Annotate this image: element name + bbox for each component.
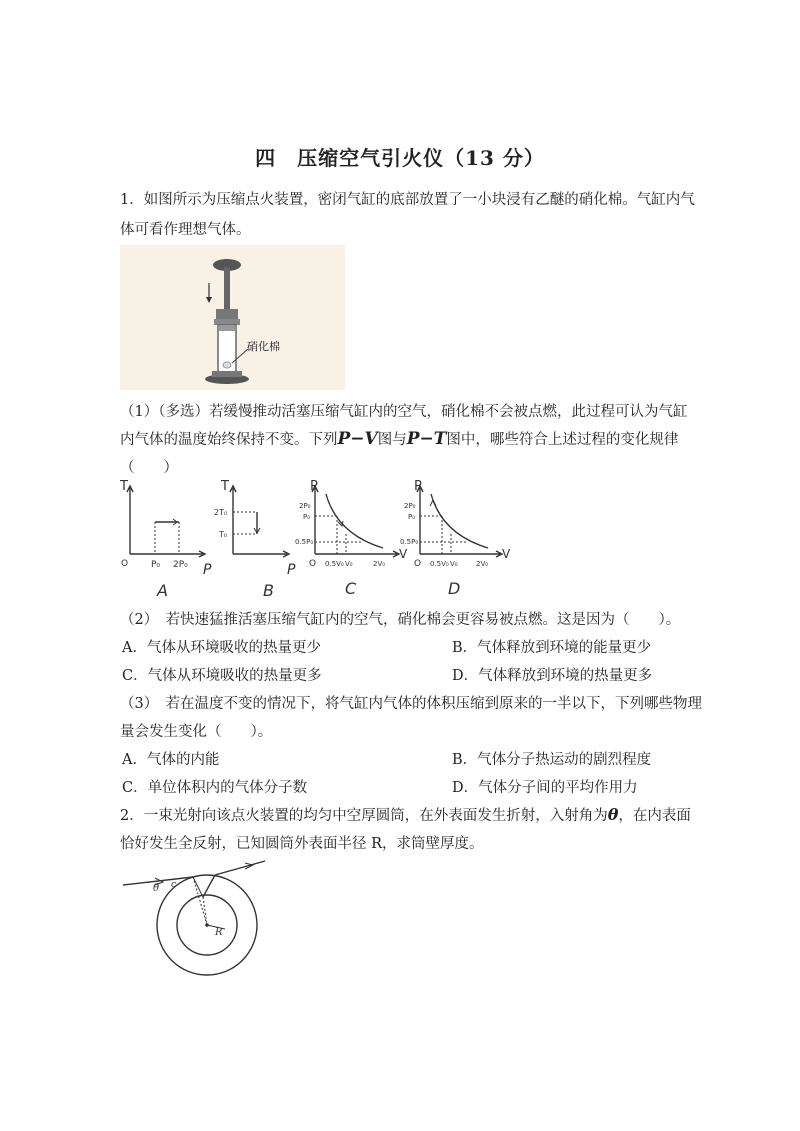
graph-a-x-label: P	[203, 562, 212, 578]
graph-a-tick-p0: P₀	[151, 560, 161, 570]
graph-c-letter: C	[345, 579, 357, 598]
sub1-answer-paren: （ ）	[120, 460, 178, 476]
graph-c-tick-v0: V₀	[345, 560, 353, 568]
fig-c-label: c	[171, 880, 177, 890]
sub3-option-a: A．气体的内能	[122, 752, 220, 768]
sub1-line1: （1）（多选）若缓慢推动活塞压缩气缸内的空气，硝化棉不会被点燃，此过程可认为气缸	[120, 404, 688, 420]
sub2-option-b: B．气体释放到环境的能量更少	[452, 640, 652, 656]
sub2-option-a: A．气体从环境吸收的热量更少	[122, 640, 321, 656]
graph-c-origin: O	[309, 559, 317, 569]
graph-d-letter: D	[448, 579, 461, 598]
graph-c-tick-05p0: 0.5P₀	[295, 538, 314, 546]
graph-c	[312, 486, 399, 557]
graph-c-x-label: V	[399, 547, 408, 561]
graph-c-tick-2v0: 2V₀	[373, 560, 386, 568]
graph-d-svg	[400, 478, 515, 600]
graph-a-tick-2p0: 2P₀	[173, 560, 188, 570]
section-title: 四 压缩空气引火仪（13 分）	[255, 146, 545, 170]
graph-d	[417, 486, 502, 557]
sub1-line2-after: 图中，哪些符合上述过程的变化规律	[446, 432, 679, 448]
graph-b-tick-2t0: 2T₀	[214, 508, 228, 517]
cotton-label: 硝化棉	[247, 340, 280, 353]
pv-symbol: P−V	[337, 429, 378, 449]
graphs-row	[115, 478, 435, 600]
graph-c-y-label: P	[310, 479, 318, 494]
graph-d-tick-2v0: 2V₀	[476, 560, 489, 568]
q1-stem-line2: 体可看作理想气体。	[120, 222, 251, 238]
sub2-stem: （2） 若快速猛推活塞压缩气缸内的空气，硝化棉会更容易被点燃。这是因为（ ）。	[120, 612, 681, 628]
graph-d-tick-05v0: 0.5V₀	[430, 560, 449, 568]
pt-symbol: P−T	[406, 429, 447, 449]
sub1-line2-mid: 图与	[377, 432, 407, 448]
q2-line1-before: 2．一束光射向该点火装置的均匀中空厚圆筒，在外表面发生折射，入射角为	[120, 808, 608, 824]
graph-a-origin: O	[121, 559, 129, 569]
sub3-line1: （3） 若在温度不变的情况下，将气缸内气体的体积压缩到原来的一半以下，下列哪些物理	[120, 696, 702, 712]
q2-line2: 恰好发生全反射，已知圆筒外表面半径 R，求筒壁厚度。	[120, 836, 484, 852]
graph-c-tick-p0: P₀	[303, 513, 311, 521]
graph-b-tick-t0: T₀	[219, 530, 228, 539]
fig-theta-label: θ	[153, 883, 160, 894]
sub3-line2: 量会发生变化（ ）。	[120, 724, 273, 740]
graph-b-y-label: T	[221, 479, 229, 494]
graph-b-x-label: P	[287, 562, 296, 578]
compression-igniter-figure	[120, 245, 345, 390]
graph-d-tick-2p0: 2P₀	[404, 502, 416, 510]
graph-b-letter: B	[263, 581, 274, 600]
q2-line1-after: ，在内表面	[618, 808, 691, 824]
graph-a-y-label: T	[120, 479, 128, 494]
graph-d-x-label: V	[502, 547, 511, 561]
q2-line1	[120, 804, 691, 825]
graph-d-y-label: P	[414, 479, 422, 494]
graph-b	[230, 486, 289, 557]
graph-d-origin: O	[414, 559, 422, 569]
graph-a	[127, 486, 205, 557]
theta-symbol: θ	[607, 805, 619, 824]
graph-d-tick-p0: P₀	[408, 513, 416, 521]
sub3-option-b: B．气体分子热运动的剧烈程度	[452, 752, 652, 768]
hollow-cylinder-figure	[115, 855, 300, 980]
sub1-line2-before: 内气体的温度始终保持不变。下列	[120, 432, 338, 448]
sub2-option-d: D．气体释放到环境的热量更多	[452, 668, 653, 684]
sub2-option-c: C．气体从环境吸收的热量更多	[122, 668, 322, 684]
fig-r-label: R	[215, 927, 223, 938]
q1-stem-line1: 1．如图所示为压缩点火装置，密闭气缸的底部放置了一小块浸有乙醚的硝化棉。气缸内气	[120, 192, 695, 208]
graph-d-tick-05p0: 0.5P₀	[400, 538, 419, 546]
graph-d-tick-v0: V₀	[450, 560, 458, 568]
graph-c-tick-05v0: 0.5V₀	[325, 560, 344, 568]
sub3-option-c: C．单位体积内的气体分子数	[122, 780, 308, 796]
sub1-line2	[120, 428, 678, 449]
graph-a-letter: A	[157, 581, 168, 600]
graph-c-tick-2p0: 2P₀	[299, 502, 311, 510]
sub3-option-d: D．气体分子间的平均作用力	[452, 780, 638, 796]
